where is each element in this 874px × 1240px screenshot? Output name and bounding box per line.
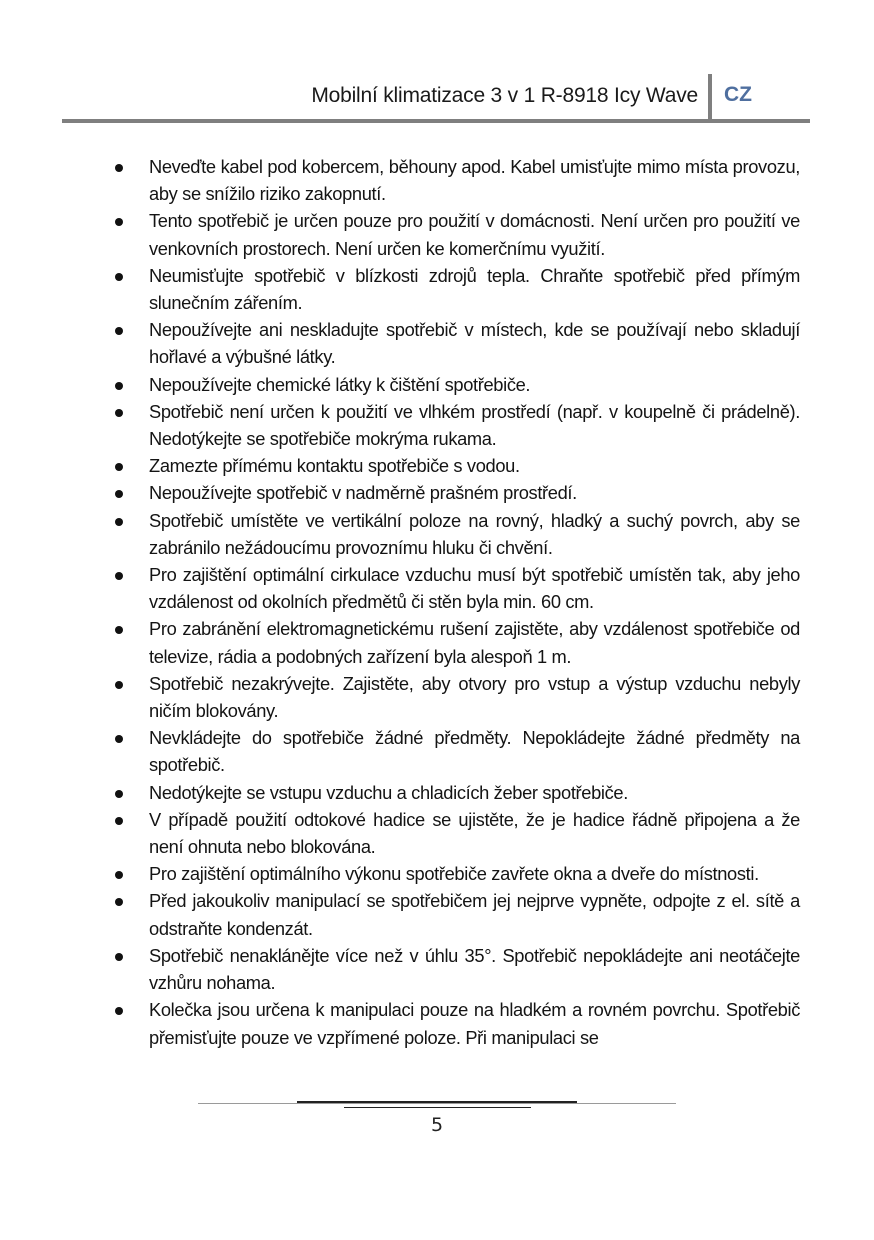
page-header (0, 70, 874, 130)
list-item-text: Spotřebič není určen k použití ve vlhkém prostředí (např. v koupelně či prádelně). Nedotýkejte se spotřebiče mokrýma rukama. (149, 400, 800, 450)
bullet-icon (115, 681, 123, 689)
list-item (108, 615, 800, 669)
list-item (108, 153, 800, 207)
list-item (108, 942, 800, 996)
list-item-text: Nepoužívejte chemické látky k čištění spotřebiče. (149, 373, 531, 395)
bullet-icon (115, 409, 123, 417)
list-item-text: Nedotýkejte se vstupu vzduchu a chladicích žeber spotřebiče. (149, 781, 628, 803)
list-item-text: Pro zajištění optimální cirkulace vzduchu musí být spotřebič umístěn tak, aby jeho vzdálenost od okolních předmětů či stěn byla min. 60 cm. (149, 564, 800, 613)
list-item (108, 479, 800, 506)
list-item-text: Nevkládejte do spotřebiče žádné předměty. Nepokládejte žádné předměty na spotřebič. (149, 727, 800, 776)
bullet-icon (115, 327, 123, 335)
list-item-text: Neveďte kabel pod kobercem, běhouny apod. Kabel umisťujte mimo místa provozu, aby se snížilo riziko zakopnutí. (149, 156, 800, 205)
list-item-text: Před jakoukoliv manipulací se spotřebičem jej nejprve vypněte, odpojte z el. sítě a odstraňte kondenzát. (149, 890, 800, 939)
list-item (108, 398, 800, 452)
list-item (108, 452, 800, 479)
footer-rule-thin (198, 1103, 676, 1104)
page-footer (0, 1096, 874, 1156)
list-item (108, 561, 800, 615)
bullet-icon (115, 626, 123, 634)
list-item (108, 670, 800, 724)
footer-rule-short (344, 1107, 531, 1108)
list-item (108, 262, 800, 316)
list-item-text: Neumisťujte spotřebič v blízkosti zdrojů tepla. Chraňte spotřebič před přímým slunečním zářením. (149, 264, 800, 314)
bullet-icon (115, 790, 123, 798)
list-item (108, 316, 800, 370)
list-item-text: Spotřebič nenaklánějte více než v úhlu 35°. Spotřebič nepokládejte ani neotáčejte vzhůru nohama. (149, 944, 800, 994)
language-code: CZ (724, 83, 752, 106)
list-item (108, 207, 800, 261)
list-item-text: Pro zajištění optimálního výkonu spotřebiče zavřete okna a dveře do místnosti. (149, 863, 759, 885)
list-item-text: Spotřebič nezakrývejte. Zajistěte, aby otvory pro vstup a výstup vzduchu nebyly ničím blokovány. (149, 672, 800, 722)
bullet-icon (115, 1007, 123, 1015)
bullet-icon (115, 871, 123, 879)
page-content (108, 153, 800, 1051)
header-rule (62, 119, 810, 123)
list-item-text: Kolečka jsou určena k manipulaci pouze na hladkém a rovném povrchu. Spotřebič přemisťujte pouze ve vzpřímené poloze. Při manipulaci se (149, 999, 800, 1048)
bullet-icon (115, 817, 123, 825)
list-item-text: Zamezte přímému kontaktu spotřebiče s vodou. (149, 455, 520, 477)
list-item (108, 779, 800, 806)
bullet-icon (115, 490, 123, 498)
list-item (108, 887, 800, 941)
list-item-text: Nepoužívejte ani neskladujte spotřebič v místech, kde se používají nebo skladují hořlavé a výbušné látky. (149, 319, 800, 368)
list-item-text: Tento spotřebič je určen pouze pro použití v domácnosti. Není určen pro použití ve venkovních prostorech. Není určen ke komerčnímu využití. (149, 210, 800, 259)
list-item-text: Pro zabránění elektromagnetickému rušení zajistěte, aby vzdálenost spotřebiče od televize, rádia a podobných zařízení byla alespoň 1 m. (149, 618, 800, 667)
list-item (108, 806, 800, 860)
list-item-text: V případě použití odtokové hadice se ujistěte, že je hadice řádně připojena a že není ohnuta nebo blokována. (149, 808, 800, 858)
footer-rule-bold (297, 1101, 577, 1103)
bullet-icon (115, 898, 123, 906)
list-item-text: Spotřebič umístěte ve vertikální poloze na rovný, hladký a suchý povrch, aby se zabránilo nežádoucímu provoznímu hluku či chvění. (149, 509, 800, 558)
document-title: Mobilní klimatizace 3 v 1 R-8918 Icy Wave (311, 84, 698, 107)
list-item (108, 724, 800, 778)
page-number: 5 (430, 1114, 444, 1136)
list-item (108, 371, 800, 398)
bullet-icon (115, 572, 123, 580)
list-item (108, 996, 800, 1050)
bullet-icon (115, 273, 123, 281)
bullet-icon (115, 953, 123, 961)
bullet-icon (115, 463, 123, 471)
list-item (108, 860, 800, 887)
bullet-icon (115, 518, 123, 526)
header-separator (708, 74, 712, 122)
list-item (108, 507, 800, 561)
safety-instructions-list (108, 153, 800, 1051)
bullet-icon (115, 382, 123, 390)
bullet-icon (115, 735, 123, 743)
list-item-text: Nepoužívejte spotřebič v nadměrně prašném prostředí. (149, 482, 577, 504)
bullet-icon (115, 164, 123, 172)
bullet-icon (115, 218, 123, 226)
